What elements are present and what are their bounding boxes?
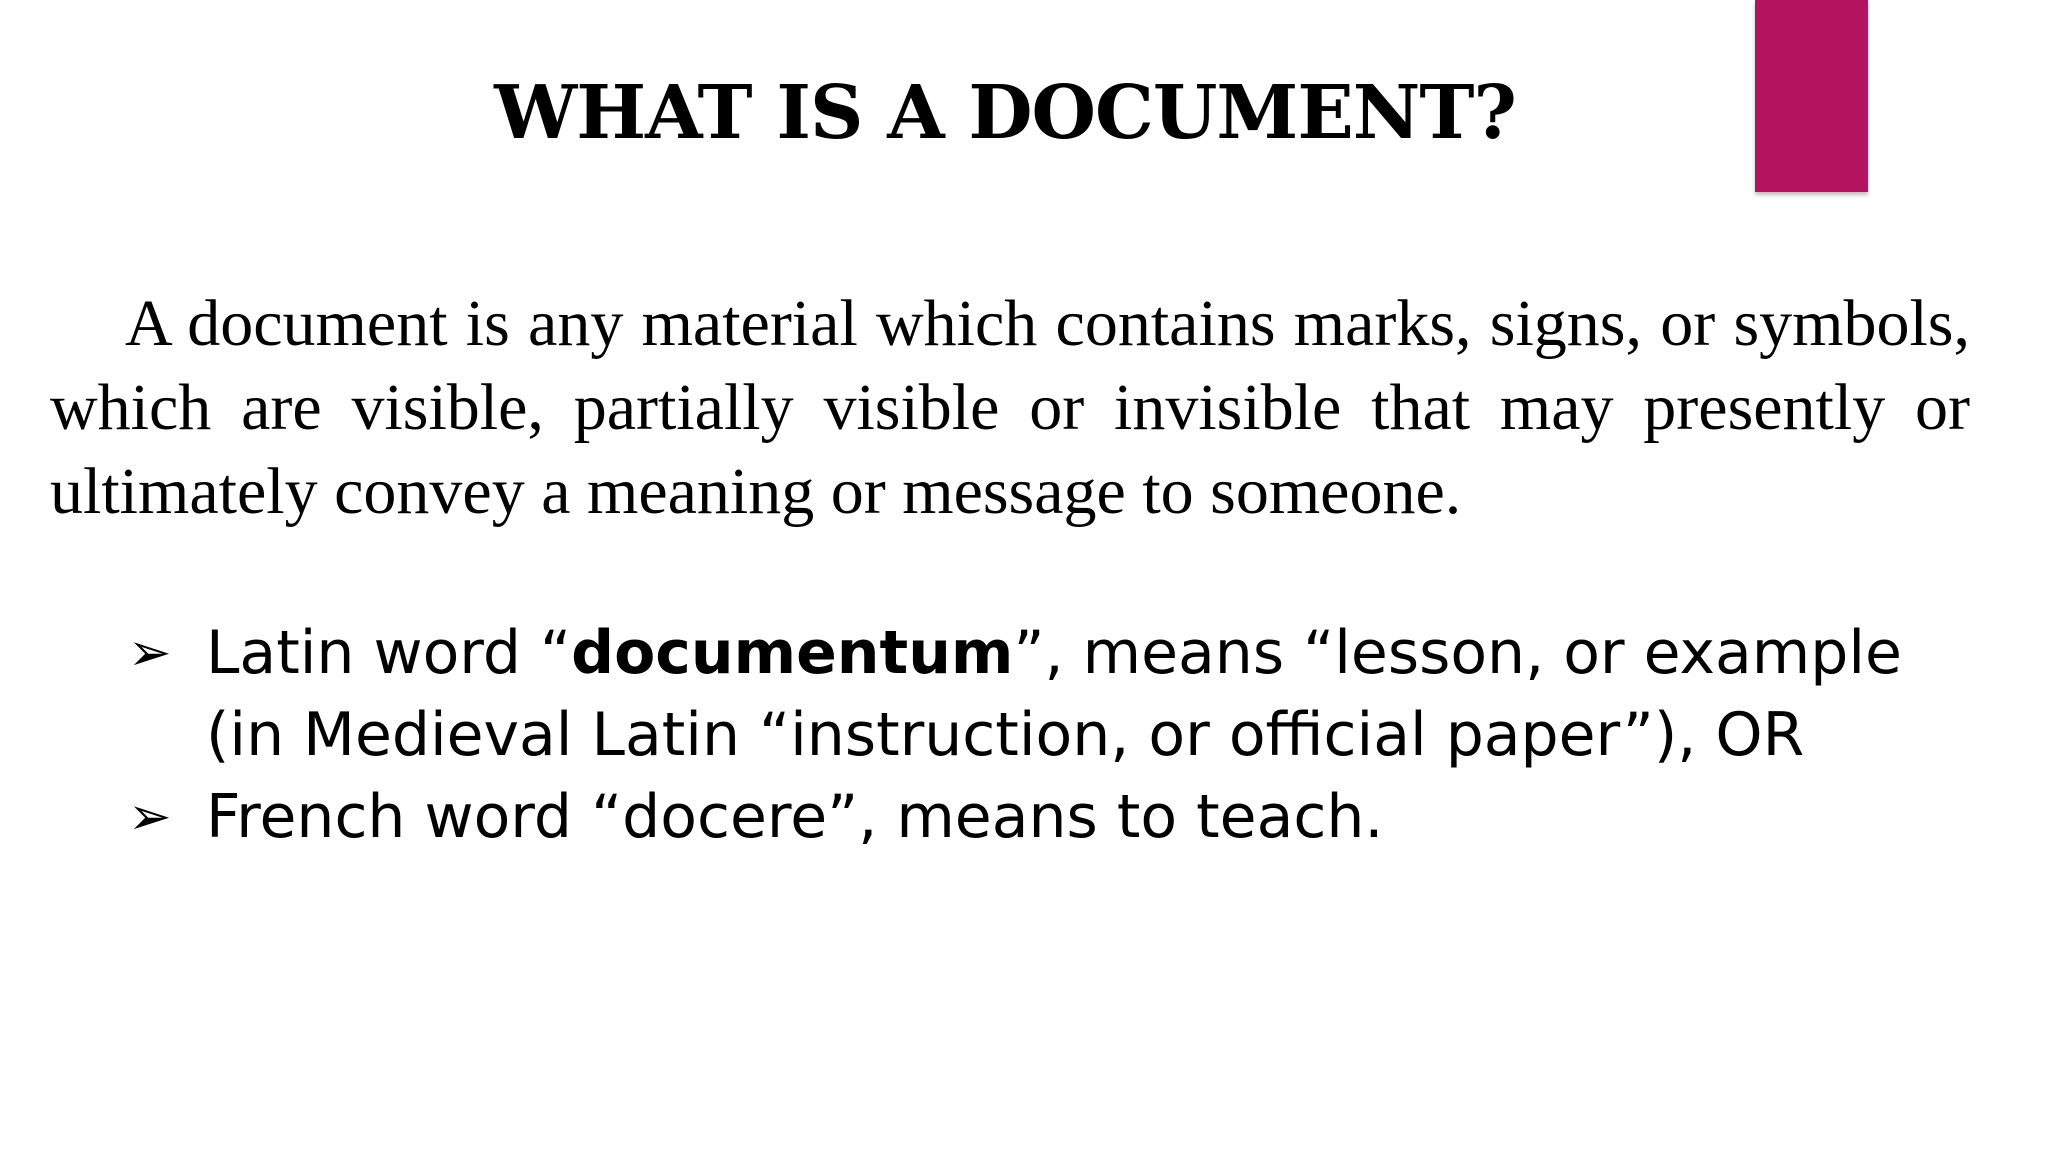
slide-title: WHAT IS A DOCUMENT?: [494, 70, 1516, 156]
bullet-text-suffix: ”, means “lesson, or example (in Medieval Latin “instruction, or official paper”), OR: [206, 618, 1902, 770]
bullet-item-french: [126, 776, 1986, 858]
bullet-text: French word “docere”, means to teach.: [206, 782, 1384, 852]
definition-paragraph: A document is any material which contains marks, signs, or symbols, which are visible, partially visible or invisible that may presently or ultimately convey a meaning or message to someone.: [50, 287, 1970, 528]
bullet-list: [126, 612, 1986, 858]
bullet-item-latin: [126, 612, 1986, 776]
arrowhead-bullet-icon: ➢: [128, 623, 172, 683]
bullet-text-prefix: Latin word “: [206, 618, 572, 688]
bullet-term-documentum: documentum: [571, 618, 1014, 688]
arrowhead-bullet-icon: ➢: [128, 787, 172, 847]
